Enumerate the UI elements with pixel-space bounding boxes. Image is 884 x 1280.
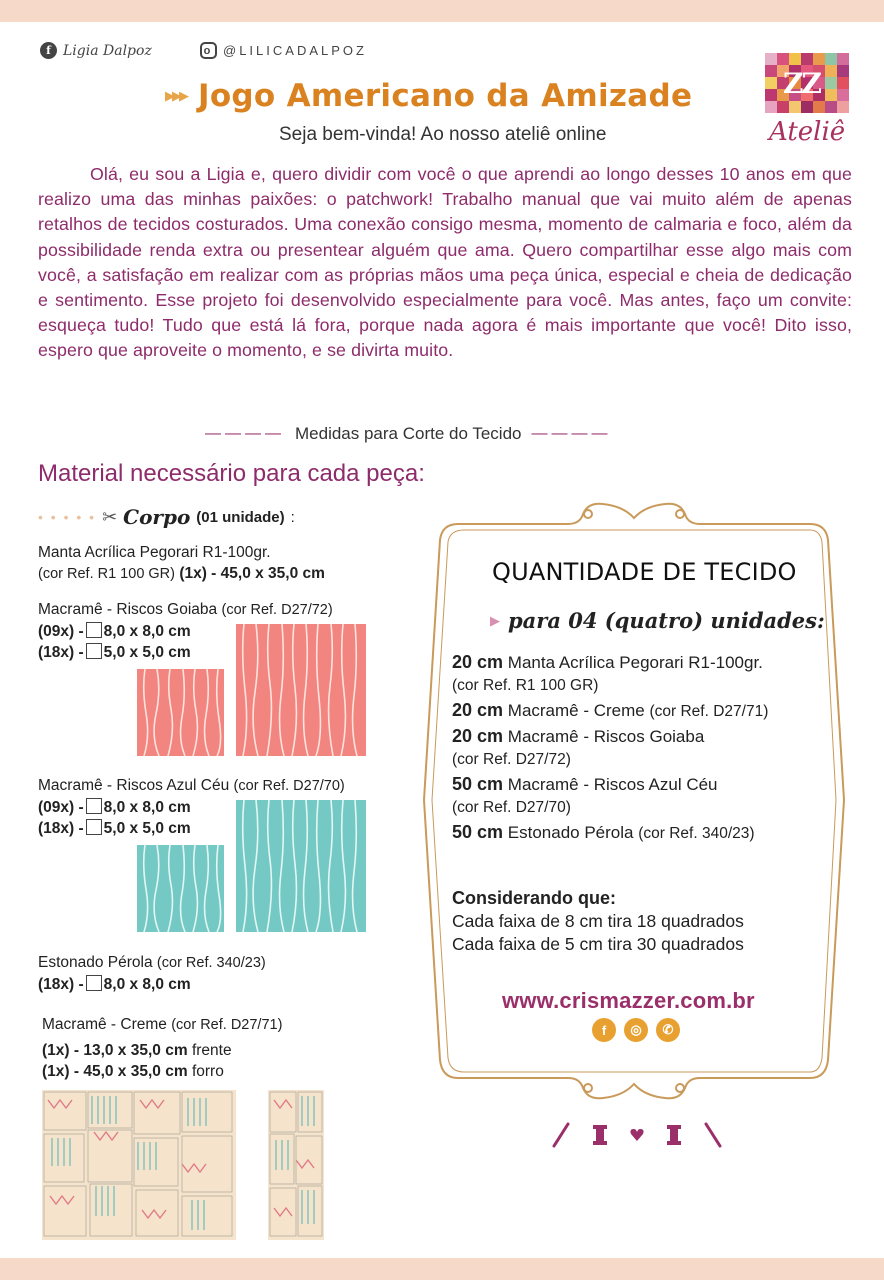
square-icon	[86, 798, 102, 814]
instagram-handle: @LILICADALPOZ	[223, 43, 367, 58]
top-band	[0, 0, 884, 22]
logo-zz: ZZ	[783, 67, 820, 100]
manta-cut: (1x) - 45,0 x 35,0 cm	[179, 565, 325, 582]
heart-icon	[630, 1128, 644, 1142]
corpo-heading	[38, 505, 295, 529]
item-creme	[42, 1014, 282, 1082]
creme-cut2-note: forro	[191, 1063, 224, 1080]
divider-label: Medidas para Corte do Tecido	[295, 424, 522, 443]
spool-icon	[592, 1124, 608, 1146]
quantity-subtitle: para 04 (quatro) unidades:	[508, 608, 825, 633]
perola-cut-size: 8,0 x 8,0 cm	[103, 976, 191, 993]
goiaba-cut2-size: 5,0 x 5,0 cm	[103, 644, 191, 661]
website-link[interactable]: www.crismazzer.com.br	[502, 988, 755, 1013]
swatch-azul-large	[236, 800, 366, 932]
needle-icon	[552, 1122, 570, 1148]
considering-block	[452, 886, 744, 956]
goiaba-cut1-size: 8,0 x 8,0 cm	[103, 623, 191, 640]
facebook-name: Ligia Dalpoz	[63, 42, 152, 59]
perola-name: Estonado Pérola	[38, 954, 153, 971]
quantity-row-ref: (cor Ref. D27/72)	[452, 751, 571, 768]
quantity-row-ref: (cor Ref. R1 100 GR)	[452, 677, 599, 694]
creme-name: Macramê - Creme	[42, 1016, 167, 1033]
azul-cut1-qty: (09x) -	[38, 799, 84, 816]
creme-cut1-note: frente	[191, 1042, 232, 1059]
azul-cut2-size: 5,0 x 5,0 cm	[103, 820, 191, 837]
coral-stripes-pattern	[236, 624, 366, 756]
quantity-row: 50 cm Estonado Pérola (cor Ref. 340/23)	[452, 822, 755, 842]
manta-name: Manta Acrílica Pegorari R1-100gr.	[38, 544, 271, 561]
perola-ref: (cor Ref. 340/23)	[156, 955, 266, 971]
instagram-icon[interactable]: ◎	[624, 1018, 648, 1042]
divider-dashes-right: ————	[531, 425, 612, 442]
section-divider	[205, 424, 612, 444]
facebook-icon[interactable]: f	[592, 1018, 616, 1042]
scissors-icon: ✂	[102, 506, 118, 527]
square-icon	[86, 819, 102, 835]
sewing-tools-row	[552, 1122, 722, 1148]
quantity-subtitle-row	[490, 608, 825, 633]
quantity-row: 50 cm Macramê - Riscos Azul Céu	[452, 774, 718, 794]
azul-name: Macramê - Riscos Azul Céu	[38, 777, 230, 794]
swatch-creme-large	[42, 1090, 236, 1240]
creme-cut1: (1x) - 13,0 x 35,0 cm	[42, 1042, 188, 1059]
square-icon	[86, 975, 102, 991]
considering-line: Cada faixa de 8 cm tira 18 quadrados	[452, 911, 744, 931]
item-manta	[38, 542, 325, 585]
quantity-row: 20 cm Macramê - Creme (cor Ref. D27/71)	[452, 700, 769, 720]
azul-cut2-qty: (18x) -	[38, 820, 84, 837]
dotted-line: • • • • •	[38, 509, 97, 525]
manta-ref: (cor Ref. R1 100 GR)	[38, 566, 175, 582]
square-icon	[86, 643, 102, 659]
perola-cut-qty: (18x) -	[38, 976, 84, 993]
quantity-list	[452, 650, 768, 846]
goiaba-cut1-qty: (09x) -	[38, 623, 84, 640]
creme-ref: (cor Ref. D27/71)	[171, 1017, 283, 1033]
page-title	[165, 78, 692, 114]
azul-cut1-size: 8,0 x 8,0 cm	[103, 799, 191, 816]
quantity-title: QUANTIDADE DE TECIDO	[492, 558, 797, 586]
swatch-goiaba-small	[137, 669, 224, 756]
corpo-label: Corpo	[123, 505, 191, 529]
quantity-row-ref: (cor Ref. D27/70)	[452, 799, 571, 816]
atelie-logo	[763, 53, 851, 153]
triangle-icon: ▶	[490, 612, 500, 628]
quantity-frame	[418, 500, 850, 1102]
instagram-icon: o	[200, 42, 217, 59]
facebook-credit[interactable]	[40, 42, 152, 59]
square-icon	[86, 622, 102, 638]
creme-macrame-pattern	[268, 1090, 324, 1240]
azul-ref: (cor Ref. D27/70)	[233, 778, 345, 794]
teal-stripes-pattern	[236, 800, 366, 932]
swatch-azul-small	[137, 845, 224, 932]
social-icons	[592, 1018, 680, 1042]
creme-cut2: (1x) - 45,0 x 35,0 cm	[42, 1063, 188, 1080]
title-text: Jogo Americano da Amizade	[198, 78, 693, 114]
spool-icon	[666, 1124, 682, 1146]
whatsapp-icon[interactable]: ✆	[656, 1018, 680, 1042]
item-perola	[38, 952, 266, 995]
logo-atelie: Ateliê	[769, 117, 846, 147]
coral-stripes-pattern	[137, 669, 224, 756]
intro-paragraph: Olá, eu sou a Ligia e, quero dividir com você o que aprendi ao longo desses 10 anos em que realizo uma das minhas paixões: o patchwork! Trabalho manual que vai muito além de apenas retalhos de tecidos costurados. Uma conexão consigo mesma, momento de calmaria e foco, além da possibilidade renda extra ou presentear alguém que ama. Quero compartilhar esse algo mais com você, a satisfação em realizar com as próprias mãos uma peça única, especial e cheia de dedicação e sentimento. Esse projeto foi desenvolvido especialmente para você. Mas antes, faço um convite: esqueça tudo! Tudo que está lá fora, porque nada agora é mais importante que você! Dito isso, espero que aproveite o momento, e se divirta muito.	[38, 164, 852, 361]
facebook-icon: f	[40, 42, 57, 59]
quantity-row: 20 cm Macramê - Riscos Goiaba	[452, 726, 705, 746]
page-subtitle: Seja bem-vinda! Ao nosso ateliê online	[279, 124, 607, 145]
teal-stripes-pattern	[137, 845, 224, 932]
swatch-creme-small	[268, 1090, 324, 1240]
goiaba-ref: (cor Ref. D27/72)	[221, 602, 333, 618]
triple-arrow-icon: ▶▶▶	[165, 88, 186, 103]
goiaba-cut2-qty: (18x) -	[38, 644, 84, 661]
needle-icon	[704, 1122, 722, 1148]
corpo-colon: :	[290, 508, 295, 526]
creme-macrame-pattern	[42, 1090, 236, 1240]
corpo-qty: (01 unidade)	[196, 508, 285, 526]
swatch-goiaba-large	[236, 624, 366, 756]
considering-title: Considerando que:	[452, 888, 617, 908]
material-title: Material necessário para cada peça:	[38, 460, 425, 487]
considering-line: Cada faixa de 5 cm tira 30 quadrados	[452, 934, 744, 954]
quantity-row: 20 cm Manta Acrílica Pegorari R1-100gr.	[452, 652, 763, 672]
goiaba-name: Macramê - Riscos Goiaba	[38, 601, 218, 618]
divider-dashes-left: ————	[205, 425, 285, 442]
bottom-band	[0, 1258, 884, 1280]
instagram-credit[interactable]	[200, 42, 367, 59]
